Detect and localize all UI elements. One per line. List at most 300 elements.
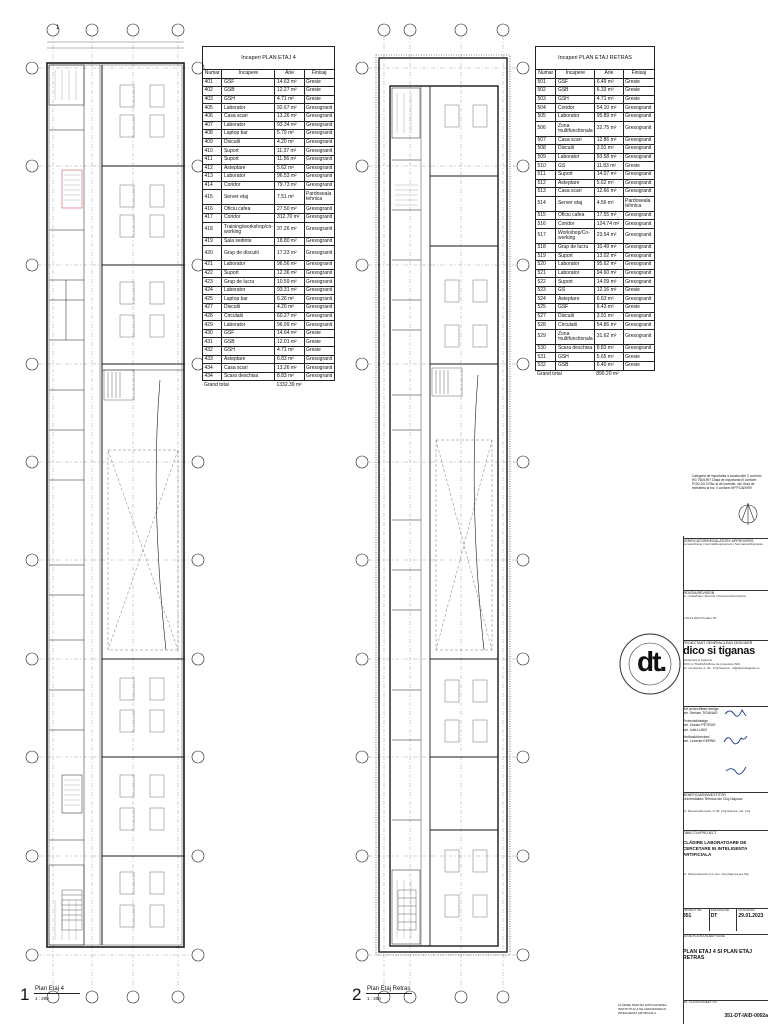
- table-cell: Gresogranit: [623, 121, 654, 136]
- table-cell: Gresie: [623, 286, 654, 295]
- table-cell: 3.91 m²: [595, 312, 623, 321]
- caption-rule: [366, 993, 412, 994]
- table-cell: Gresie: [623, 353, 654, 362]
- table-cell: 17.23 m²: [275, 246, 304, 261]
- table-cell: Gresogranit: [304, 222, 334, 237]
- col-header: Incapere: [222, 70, 275, 79]
- table-row: [203, 155, 335, 164]
- table-cell: Gresogranit: [304, 304, 334, 313]
- table-cell: 4.71 m²: [275, 95, 304, 104]
- plan-etaj-retras: [356, 24, 529, 1003]
- role3-label: Verificat/checked: [683, 734, 710, 739]
- grand-total-row: [203, 381, 335, 389]
- table-cell: 96.56 m²: [275, 261, 304, 270]
- table-cell: 403: [203, 95, 222, 104]
- table-cell: 510: [536, 162, 556, 171]
- table-cell: Gresie: [623, 95, 654, 104]
- table-cell: 522: [536, 278, 556, 287]
- table-cell: 13.26 m²: [275, 112, 304, 121]
- table-cell: 95.62 m²: [595, 261, 623, 270]
- table-row: [203, 190, 335, 205]
- table-cell: 4.56 m²: [595, 196, 623, 211]
- table-row: [536, 121, 655, 136]
- table-cell: Laborator: [556, 112, 595, 121]
- table-cell: Gresogranit: [623, 243, 654, 252]
- table-row: [203, 278, 335, 287]
- table-row: [203, 364, 335, 373]
- table-cell: 6.26 m²: [275, 295, 304, 304]
- table-cell: Grup de lucru: [222, 278, 275, 287]
- col-header: Finisaj: [304, 70, 334, 79]
- table-cell: 94.60 m²: [595, 269, 623, 278]
- table-cell: Gresogranit: [623, 112, 654, 121]
- table-cell: 434: [203, 372, 222, 381]
- table-cell: 4.71 m²: [275, 347, 304, 356]
- table-cell: 17.55 m²: [595, 211, 623, 220]
- object-name: CLĂDIRE LABORATOARE DE CERCETARE IN INTELIGENTA ARTIFICIALA: [683, 840, 748, 857]
- table-cell: Gresogranit: [304, 364, 334, 373]
- table-cell: 8.83 m²: [595, 344, 623, 353]
- table-cell: 124.74 m²: [595, 220, 623, 229]
- company-full: DICO si TIGANAS Birou de proiectare SRL: [683, 661, 741, 666]
- sheet-name: PLAN ETAJ 4 SI PLAN ETAJ RETRAS: [683, 948, 752, 962]
- table-row: [536, 304, 655, 313]
- date-cell: [737, 909, 768, 931]
- table-row: [203, 329, 335, 338]
- table-cell: 10.59 m²: [275, 278, 304, 287]
- table-cell: 512: [536, 179, 556, 188]
- table-cell: 5.62 m²: [595, 179, 623, 188]
- company-name: dico si tiganas: [683, 645, 755, 658]
- table-cell: 96.53 m²: [275, 173, 304, 182]
- table-cell: 312.70 m²: [275, 213, 304, 222]
- table-cell: Training/workshop/co-working: [222, 222, 275, 237]
- table-row: [203, 130, 335, 139]
- table-row: [536, 95, 655, 104]
- table-row: [536, 211, 655, 220]
- table-cell: Asteptare: [222, 164, 275, 173]
- grand-total-value: 1332.39 m²: [276, 381, 302, 388]
- table-cell: Gresogranit: [304, 321, 334, 330]
- grand-total-label: Grand total: [204, 381, 229, 388]
- table-cell: Gresogranit: [623, 211, 654, 220]
- table-cell: 4.71 m²: [595, 95, 623, 104]
- table-cell: 6.83 m²: [275, 355, 304, 364]
- table-cell: Gresogranit: [623, 104, 654, 113]
- table-row: [536, 145, 655, 154]
- role3-name: arh. Levente KERNS: [683, 739, 716, 744]
- table-cell: 503: [536, 95, 556, 104]
- company-tagline: arhitectura si inginerie: [683, 658, 713, 663]
- plan-right-title: Plan Etaj Retras: [367, 986, 411, 992]
- table-cell: Discutii: [222, 138, 275, 147]
- table-cell: 11.56 m²: [275, 155, 304, 164]
- team-section: [683, 706, 768, 787]
- table-cell: 413: [203, 173, 222, 182]
- phase: DT: [710, 912, 718, 919]
- table-cell: 528: [536, 321, 556, 330]
- table-cell: 7.51 m²: [275, 190, 304, 205]
- table-row: [203, 164, 335, 173]
- table-cell: Gresogranit: [623, 145, 654, 154]
- caption-rule: [34, 993, 80, 994]
- table-row: [203, 261, 335, 270]
- table-cell: Laborator: [222, 321, 275, 330]
- table-cell: Gresie: [304, 87, 334, 96]
- table-cell: Suport: [222, 155, 275, 164]
- table-row: [536, 196, 655, 211]
- table-row: [536, 112, 655, 121]
- table-cell: 409: [203, 138, 222, 147]
- table-cell: Discutii: [556, 312, 595, 321]
- table-cell: Gresogranit: [623, 179, 654, 188]
- revision-heading: REVIZIA/REVISION: [683, 591, 715, 595]
- table-cell: GSH: [556, 353, 595, 362]
- table-row: [203, 355, 335, 364]
- table-row: [536, 78, 655, 87]
- table-cell: GSH: [222, 347, 275, 356]
- table-cell: 531: [536, 353, 556, 362]
- table-cell: Casa scari: [222, 112, 275, 121]
- table-cell: Gresogranit: [304, 261, 334, 270]
- role2-name: arh. Dorian PETRUS: [683, 723, 716, 728]
- table-cell: 12.27 m²: [275, 87, 304, 96]
- table-title: Incaperi PLAN ETAJ 4: [202, 46, 335, 69]
- col-header: Incapere: [556, 70, 595, 79]
- table-cell: 54.10 m²: [595, 104, 623, 113]
- table-cell: Coridor: [222, 181, 275, 190]
- table-row: [536, 153, 655, 162]
- table-cell: Laborator: [222, 286, 275, 295]
- beneficiary-heading: BENEFICIAR/INVESTITOR: [683, 793, 726, 797]
- table-cell: 408: [203, 130, 222, 139]
- table-cell: Gresogranit: [304, 205, 334, 214]
- verification-sub: Numele/Name | Cerinta/Requirement | Semnatura/Signature: [683, 542, 764, 547]
- table-cell: 421: [203, 261, 222, 270]
- table-cell: Pardoseala tehnica: [623, 196, 654, 211]
- role2-label: Proiectat/design: [683, 718, 709, 723]
- table-cell: Gresogranit: [304, 237, 334, 246]
- table-cell: Workshop/Co-working: [556, 228, 595, 243]
- table-cell: Gresogranit: [304, 121, 334, 130]
- table-cell: Gresogranit: [304, 355, 334, 364]
- table-cell: Coridor: [222, 213, 275, 222]
- table-cell: 60.27 m²: [275, 312, 304, 321]
- table-cell: 54.86 m²: [595, 321, 623, 330]
- table-cell: Suport: [556, 170, 595, 179]
- table-row: [203, 173, 335, 182]
- table-cell: Gresogranit: [623, 228, 654, 243]
- table-cell: Gresogranit: [623, 252, 654, 261]
- table-cell: 501: [536, 78, 556, 87]
- beneficiary-section: [683, 792, 768, 823]
- plan-right-scale: 1 : 200: [367, 996, 381, 1001]
- table-cell: 412: [203, 164, 222, 173]
- table-cell: Gresogranit: [304, 173, 334, 182]
- table-cell: 513: [536, 188, 556, 197]
- table-cell: 506: [536, 121, 556, 136]
- table-row: [203, 321, 335, 330]
- table-row: [536, 179, 655, 188]
- table-cell: Asteptare: [556, 295, 595, 304]
- table-row: [203, 112, 335, 121]
- table-cell: Gresogranit: [304, 246, 334, 261]
- table-cell: Gresie: [623, 304, 654, 313]
- table-cell: 407: [203, 121, 222, 130]
- table-cell: 6.63 m²: [595, 295, 623, 304]
- table-cell: Casa scari: [222, 364, 275, 373]
- table-cell: 521: [536, 269, 556, 278]
- table-row: [536, 321, 655, 330]
- table-cell: Gresogranit: [304, 164, 334, 173]
- col-header: Numar: [536, 70, 556, 79]
- table-row: [203, 138, 335, 147]
- table-cell: 529: [536, 329, 556, 344]
- table-cell: GSB: [222, 338, 275, 347]
- table-cell: Suport: [556, 278, 595, 287]
- table-cell: Laborator: [222, 173, 275, 182]
- table-row: [203, 286, 335, 295]
- table-cell: 405: [203, 104, 222, 113]
- sheet-name-label: NUME PLANSA/SHEET NAME: [683, 934, 725, 938]
- table-cell: 10.49 m²: [595, 243, 623, 252]
- table-cell: Gresogranit: [623, 321, 654, 330]
- grand-total-value: 890.20 m²: [596, 370, 619, 377]
- sheet-no-section: [683, 1000, 768, 1023]
- table-cell: Coridor: [556, 104, 595, 113]
- table-cell: Gresogranit: [623, 153, 654, 162]
- table-cell: Gresie: [304, 347, 334, 356]
- table-cell: Gresogranit: [623, 220, 654, 229]
- table-cell: Suport: [222, 269, 275, 278]
- table-cell: Scara deschisa: [222, 372, 275, 381]
- phase-label: FAZA/PHASE: [710, 908, 730, 912]
- table-row: [203, 121, 335, 130]
- logo-dt: dt.: [637, 646, 666, 677]
- table-cell: 429: [203, 321, 222, 330]
- table-cell: 402: [203, 87, 222, 96]
- table-cell: Casa scari: [556, 136, 595, 145]
- table-cell: 415: [203, 190, 222, 205]
- col-header: Arie: [275, 70, 304, 79]
- table-row: [536, 170, 655, 179]
- col-header: Arie: [595, 70, 623, 79]
- table-row: [203, 181, 335, 190]
- room-schedule-retras: [535, 46, 655, 378]
- category-note: Categoria de importanta a constructiei C conform HG 766/1997 Clasa de importanta III conform P100-2013 Risc al de incendiu: mic Grad de rezistenta la foc: II conform NP P118/1999: [692, 474, 762, 491]
- table-row: [536, 252, 655, 261]
- table-cell: 93.58 m²: [595, 153, 623, 162]
- table-row: [536, 228, 655, 243]
- copyright-note: CLĂDIRE PENTRU EXPLOATAREA INSTITUTULUI DE CERCETARE IN INTELIGENTA ARTIFICIALA: [618, 1003, 667, 1015]
- table-cell: GSF: [556, 78, 595, 87]
- table-cell: 525: [536, 304, 556, 313]
- table-cell: 14.07 m²: [595, 170, 623, 179]
- table-cell: Server etaj: [556, 196, 595, 211]
- table-cell: 428: [203, 312, 222, 321]
- table-row: [536, 344, 655, 353]
- table-cell: Grup de lucru: [556, 243, 595, 252]
- table-cell: 14.09 m²: [595, 278, 623, 287]
- revision-sub: Nr. | Data/Date | Revizia | Descriere/Description: [683, 594, 747, 599]
- table-row: [536, 243, 655, 252]
- table-row: [536, 104, 655, 113]
- table-cell: 427: [203, 304, 222, 313]
- table-cell: Gresogranit: [304, 130, 334, 139]
- table-cell: 514: [536, 196, 556, 211]
- table-cell: 417: [203, 213, 222, 222]
- table-cell: 520: [536, 261, 556, 270]
- table-cell: Gresogranit: [304, 104, 334, 113]
- table-cell: Coridor: [556, 220, 595, 229]
- table-cell: Gresie: [623, 162, 654, 171]
- table-cell: 93.34 m²: [275, 121, 304, 130]
- table-row: [536, 261, 655, 270]
- designer-section: [683, 640, 768, 701]
- table-cell: Casa scari: [556, 188, 595, 197]
- table-cell: Gresie: [623, 78, 654, 87]
- table-cell: 5.62 m²: [275, 164, 304, 173]
- table-row: [203, 205, 335, 214]
- table-cell: Pardoseala tehnica: [304, 190, 334, 205]
- table-cell: GS: [556, 286, 595, 295]
- table-cell: 505: [536, 112, 556, 121]
- table-cell: 12.86 m²: [595, 136, 623, 145]
- table-cell: Gresogranit: [304, 269, 334, 278]
- object-address: str. Observatorului nr.2 mun. Cluj-Napoca jud.Cluj: [683, 872, 749, 877]
- table-cell: Gresogranit: [623, 261, 654, 270]
- table-title: Incaperi PLAN ETAJ RETRAS: [535, 46, 655, 69]
- table-cell: 509: [536, 153, 556, 162]
- table-cell: Gresogranit: [304, 372, 334, 381]
- table-cell: GSF: [222, 78, 275, 87]
- table-cell: 425: [203, 295, 222, 304]
- table-cell: GSH: [222, 95, 275, 104]
- table-row: [536, 286, 655, 295]
- axis-label-1: 1: [56, 25, 60, 31]
- table-cell: 422: [203, 269, 222, 278]
- table-cell: 3.91 m²: [595, 145, 623, 154]
- table-cell: 418: [203, 222, 222, 237]
- north-arrow-icon: [739, 503, 757, 525]
- plan-left-scale: 1 : 200: [35, 996, 49, 1001]
- table-cell: Discutii: [556, 145, 595, 154]
- table-row: [536, 162, 655, 171]
- company-contact: Str. Constanta nr. 32 · Cluj-Napoca · dt@dicosititganas.ro: [683, 665, 760, 670]
- table-cell: Oficiu cafea: [556, 211, 595, 220]
- table-cell: Laborator: [556, 269, 595, 278]
- table-cell: Gresie: [623, 87, 654, 96]
- date: 29.01.2023: [738, 912, 764, 919]
- table-cell: 27.50 m²: [275, 205, 304, 214]
- table-cell: 4.20 m²: [275, 304, 304, 313]
- table-cell: Gresie: [304, 338, 334, 347]
- beneficiary-name: Universitatea Tehnica din Cluj-Napoca: [683, 797, 743, 802]
- table-cell: 516: [536, 220, 556, 229]
- table-cell: 507: [536, 136, 556, 145]
- table-row: [203, 304, 335, 313]
- table-cell: Gresogranit: [304, 181, 334, 190]
- table-row: [536, 220, 655, 229]
- table-cell: Laborator: [222, 121, 275, 130]
- table-cell: 96.99 m²: [275, 321, 304, 330]
- table-cell: 406: [203, 112, 222, 121]
- table-cell: 518: [536, 243, 556, 252]
- table-cell: 93.31 m²: [275, 286, 304, 295]
- table-cell: Asteptare: [556, 179, 595, 188]
- table-cell: Gresogranit: [304, 138, 334, 147]
- table-cell: Gresogranit: [304, 147, 334, 156]
- table-row: [536, 188, 655, 197]
- table-cell: 12.36 m²: [275, 269, 304, 278]
- table-cell: Sala sedinte: [222, 237, 275, 246]
- table-cell: 95.89 m²: [595, 112, 623, 121]
- revision-row: a 29.01.2023 Predare DT: [683, 616, 717, 621]
- table-cell: Laptop bar: [222, 130, 275, 139]
- table-cell: 504: [536, 104, 556, 113]
- table-cell: 424: [203, 286, 222, 295]
- table-cell: Discutii: [222, 304, 275, 313]
- table-cell: Laborator: [222, 104, 275, 113]
- table-cell: 502: [536, 87, 556, 96]
- table-cell: Gresogranit: [304, 213, 334, 222]
- role2b-name: arh. Iulia LUNG: [683, 727, 708, 732]
- table-cell: Server etaj: [222, 190, 275, 205]
- date-label: DATA/DATE: [738, 908, 755, 912]
- table-cell: 32.75 m²: [595, 121, 623, 136]
- table-row: [536, 278, 655, 287]
- table-cell: Gresogranit: [623, 136, 654, 145]
- table-cell: Circulatii: [556, 321, 595, 330]
- table-cell: 6.33 m²: [595, 87, 623, 96]
- object-section: [683, 830, 768, 907]
- col-header: Finisaj: [623, 70, 654, 79]
- table-cell: Suport: [222, 147, 275, 156]
- table-cell: Gresogranit: [304, 295, 334, 304]
- table-cell: GSF: [222, 329, 275, 338]
- table-cell: 14.63 m²: [275, 78, 304, 87]
- table-row: [203, 104, 335, 113]
- role1-name: arh. Serban TIGANAS: [683, 711, 718, 716]
- table-cell: Laborator: [556, 261, 595, 270]
- table-cell: 508: [536, 145, 556, 154]
- table-cell: 13.02 m²: [595, 252, 623, 261]
- table-row: [536, 329, 655, 344]
- table-cell: 13.26 m²: [275, 364, 304, 373]
- table-cell: Grup de discutii: [222, 246, 275, 261]
- table-cell: Gresogranit: [304, 112, 334, 121]
- table-row: [203, 372, 335, 381]
- table-cell: 31.62 m²: [595, 329, 623, 344]
- table-cell: Gresie: [304, 329, 334, 338]
- table-cell: 419: [203, 237, 222, 246]
- table-cell: 6.43 m²: [595, 304, 623, 313]
- object-heading: OBIECTIV/PROJECT: [683, 831, 717, 835]
- table-cell: GSB: [222, 87, 275, 96]
- table-cell: Asteptare: [222, 355, 275, 364]
- table-cell: Oficiu cafea: [222, 205, 275, 214]
- table-cell: 8.83 m²: [275, 372, 304, 381]
- table-cell: 6.49 m²: [595, 78, 623, 87]
- table-cell: 519: [536, 252, 556, 261]
- beneficiary-address: str. Memorandumului, nr.28, Cluj-Napoca, jud. Cluj: [683, 808, 751, 813]
- table-cell: 12.66 m²: [595, 188, 623, 197]
- table-cell: Scara deschisa: [556, 344, 595, 353]
- table-cell: 431: [203, 338, 222, 347]
- table-cell: Laborator: [222, 261, 275, 270]
- table-row: [203, 246, 335, 261]
- project-meta: [683, 908, 768, 931]
